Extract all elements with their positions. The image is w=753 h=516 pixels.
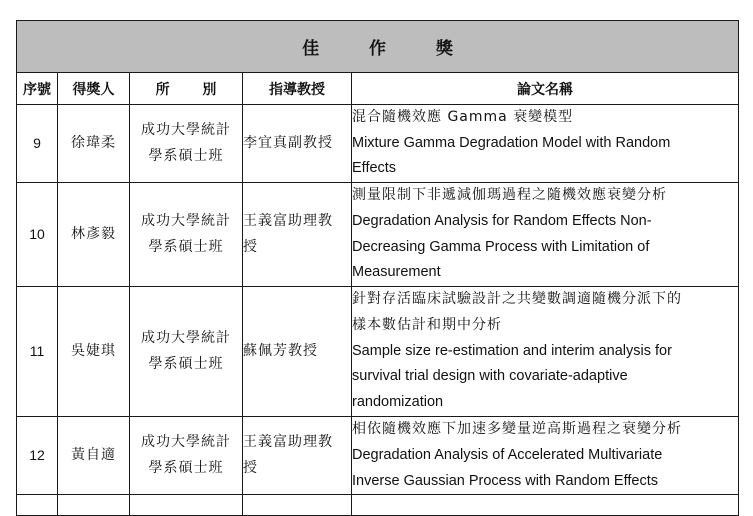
row-number: 11 bbox=[17, 287, 58, 417]
advisor bbox=[243, 105, 352, 183]
thesis-title-line: survival trial design with covariate-adaptive bbox=[352, 368, 628, 385]
advisor-line: 授 bbox=[243, 238, 258, 255]
advisor-line: 王義富助理教 bbox=[243, 433, 333, 450]
empty-cell bbox=[130, 495, 243, 516]
department bbox=[130, 105, 243, 183]
advisor-line: 授 bbox=[243, 459, 258, 476]
empty-cell bbox=[352, 495, 739, 516]
advisor bbox=[243, 183, 352, 287]
thesis-title bbox=[352, 183, 739, 287]
advisor bbox=[243, 417, 352, 495]
winner-name: 林彥毅 bbox=[58, 183, 130, 287]
department-line: 成功大學統計 bbox=[141, 212, 231, 229]
advisor-line: 李宜真副教授 bbox=[243, 134, 333, 151]
header-row bbox=[17, 73, 739, 105]
empty-cell bbox=[243, 495, 352, 516]
department-line: 成功大學統計 bbox=[141, 433, 231, 450]
department bbox=[130, 183, 243, 287]
thesis-title-line: Measurement bbox=[352, 264, 441, 281]
empty-cell bbox=[58, 495, 130, 516]
advisor-line: 蘇佩芳教授 bbox=[243, 342, 318, 359]
department-line: 學系碩士班 bbox=[148, 355, 224, 372]
thesis-title bbox=[352, 417, 739, 495]
next-row-partial bbox=[17, 495, 739, 516]
thesis-title bbox=[352, 105, 739, 183]
thesis-title-line: 針對存活臨床試驗設計之共變數調適隨機分派下的 bbox=[352, 291, 682, 308]
thesis-title-line: randomization bbox=[352, 394, 444, 411]
department-line: 學系碩士班 bbox=[148, 459, 224, 476]
thesis-title-line: Degradation Analysis for Random Effects Non- bbox=[352, 212, 652, 229]
advisor-line: 王義富助理教 bbox=[243, 212, 333, 229]
table-row bbox=[17, 105, 739, 183]
advisor bbox=[243, 287, 352, 417]
thesis-title-line: Effects bbox=[352, 160, 397, 177]
header-advisor: 指導教授 bbox=[243, 73, 352, 105]
department bbox=[130, 287, 243, 417]
thesis-title-line: Inverse Gaussian Process with Random Effects bbox=[352, 472, 658, 489]
thesis-title-line: Sample size re-estimation and interim analysis for bbox=[352, 342, 672, 359]
header-no: 序號 bbox=[17, 73, 58, 105]
award-table bbox=[16, 20, 739, 516]
department-line: 學系碩士班 bbox=[148, 147, 224, 164]
thesis-title-line: 樣本數估計和期中分析 bbox=[352, 317, 502, 334]
thesis-title-line: Decreasing Gamma Process with Limitation of bbox=[352, 238, 650, 255]
department-line: 成功大學統計 bbox=[141, 121, 231, 138]
thesis-title-line: 混合隨機效應 Gamma 衰變模型 bbox=[352, 109, 574, 125]
winner-name: 吳婕琪 bbox=[58, 287, 130, 417]
row-number: 10 bbox=[17, 183, 58, 287]
thesis-title-line: Degradation Analysis of Accelerated Multivariate bbox=[352, 446, 663, 463]
header-winner: 得獎人 bbox=[58, 73, 130, 105]
table-row bbox=[17, 183, 739, 287]
thesis-title-line: Mixture Gamma Degradation Model with Random bbox=[352, 134, 671, 151]
row-number: 9 bbox=[17, 105, 58, 183]
table-row bbox=[17, 417, 739, 495]
winner-name: 徐瑋柔 bbox=[58, 105, 130, 183]
thesis-title-line: 相依隨機效應下加速多變量逆高斯過程之衰變分析 bbox=[352, 421, 682, 438]
header-dept: 所 別 bbox=[130, 73, 243, 105]
department-line: 成功大學統計 bbox=[141, 329, 231, 346]
table-row bbox=[17, 287, 739, 417]
header-thesis: 論文名稱 bbox=[352, 73, 739, 105]
row-number: 12 bbox=[17, 417, 58, 495]
table-title: 佳 作 獎 bbox=[17, 21, 739, 73]
title-row bbox=[17, 21, 739, 73]
winner-name: 黃自適 bbox=[58, 417, 130, 495]
department-line: 學系碩士班 bbox=[148, 238, 224, 255]
empty-cell bbox=[17, 495, 58, 516]
department bbox=[130, 417, 243, 495]
thesis-title-line: 測量限制下非遞減伽瑪過程之隨機效應衰變分析 bbox=[352, 187, 667, 204]
thesis-title bbox=[352, 287, 739, 417]
